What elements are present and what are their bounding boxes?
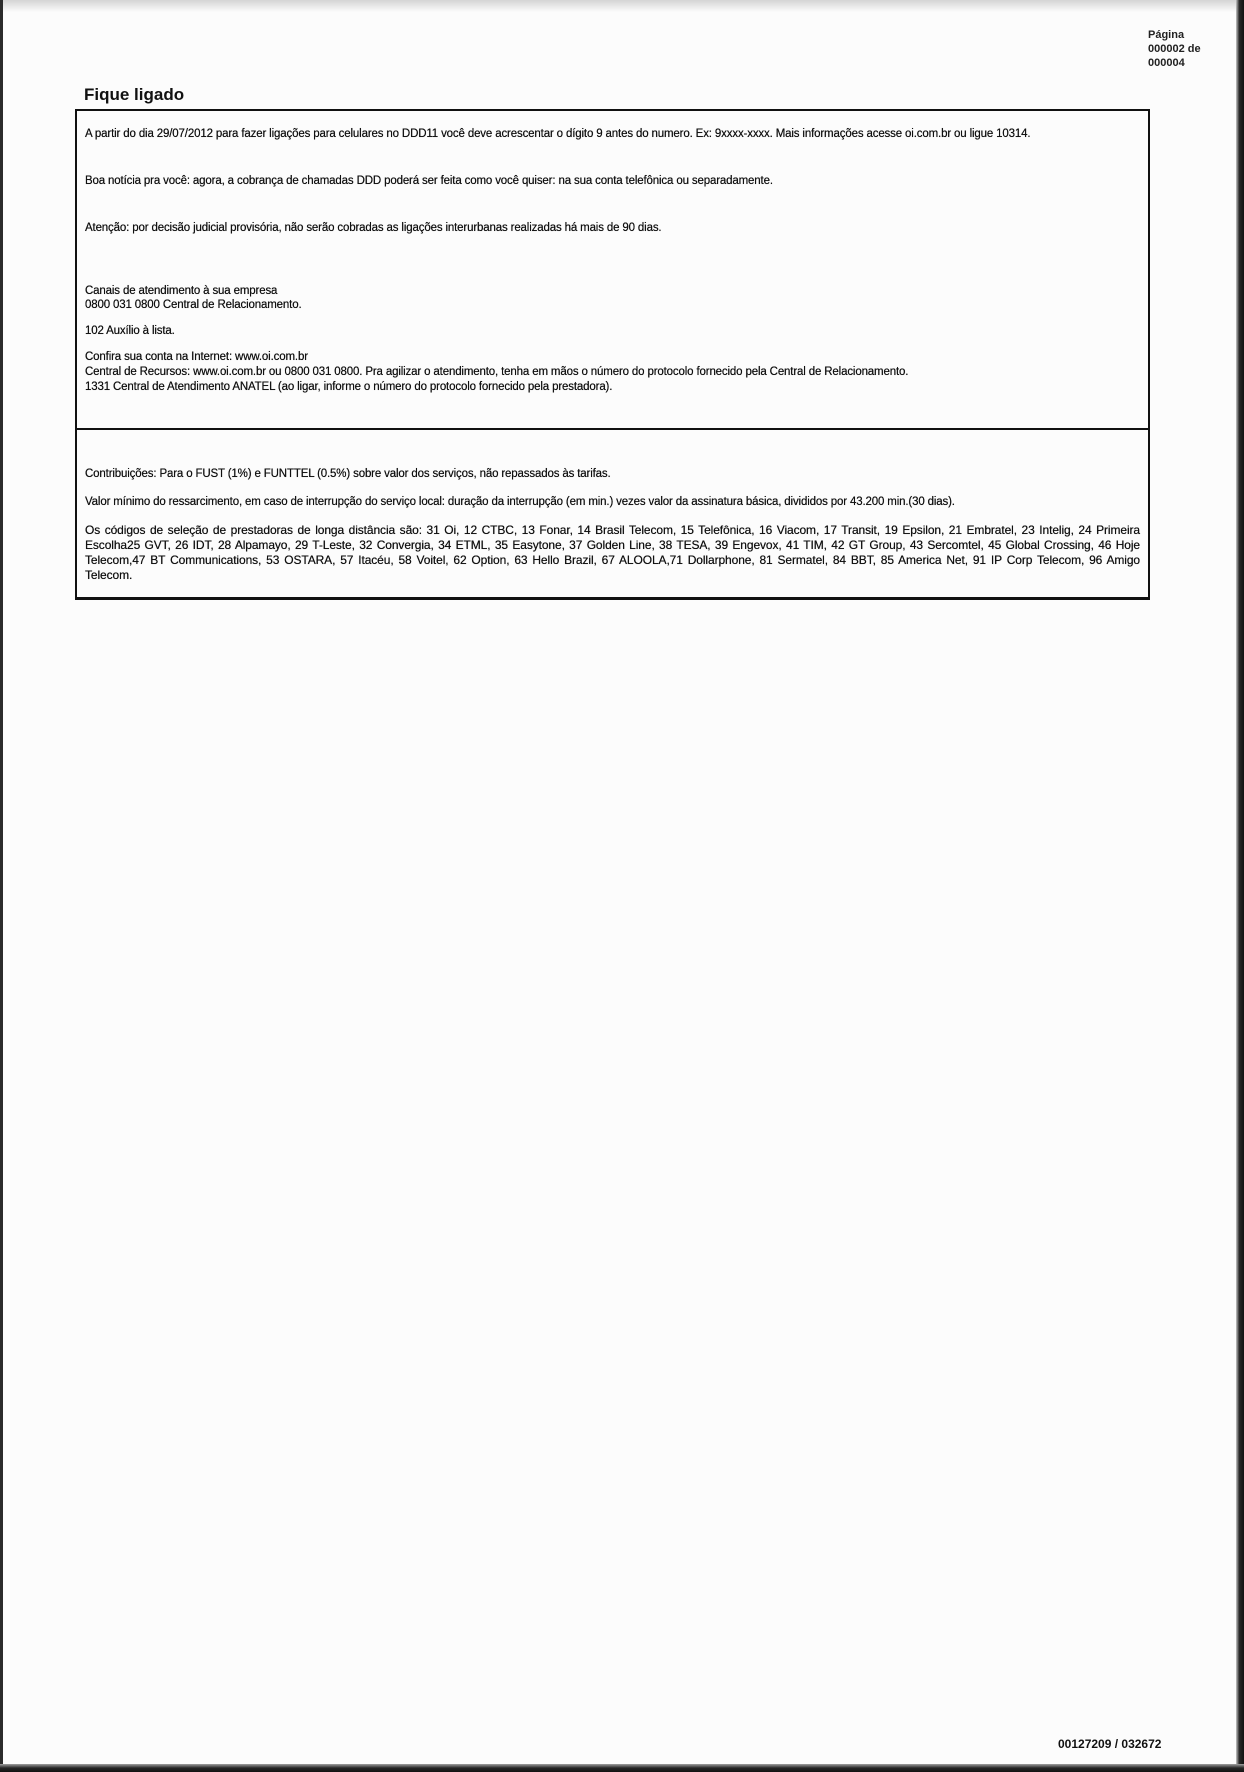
channels-phone: 0800 031 0800 Central de Relacionamento. <box>85 299 302 311</box>
channels-heading: Canais de atendimento à sua empresa <box>85 285 278 297</box>
page-number <box>1148 28 1201 70</box>
directory-assistance: 102 Auxílio à lista. <box>85 325 175 337</box>
ddd-billing-notice: Boa notícia pra você: agora, a cobrança de chamadas DDD poderá ser feita como você quiser: na sua conta telefônica ou separadamente. <box>85 175 773 187</box>
scan-edge-bottom <box>0 1764 1244 1772</box>
appeals-center-info: Central de Recursos: www.oi.com.br ou 0800 031 0800. Pra agilizar o atendimento, tenha em mãos o número do protocolo fornecido pela Central de Relacionamento. <box>85 366 909 378</box>
legal-box <box>75 430 1150 600</box>
notices-box <box>75 109 1150 430</box>
scan-edge-top <box>0 0 1244 12</box>
document-code: 00127209 / 032672 <box>1058 1737 1162 1751</box>
contributions-text: Contribuições: Para o FUST (1%) e FUNTTEL (0.5%) sobre valor dos serviços, não repassados às tarifas. <box>85 468 611 480</box>
refund-text: Valor mínimo do ressarcimento, em caso de interrupção do serviço local: duração da interrupção (em min.) vezes valor da assinatura básica, divididos por 43.200 min.(30 dias). <box>85 496 955 508</box>
anatel-info: 1331 Central de Atendimento ANATEL (ao ligar, informe o número do protocolo fornecido pela prestadora). <box>85 381 613 393</box>
section-title: Fique ligado <box>84 85 185 104</box>
scan-edge-left <box>0 0 3 1772</box>
page-number-current: 000002 de <box>1148 43 1201 55</box>
page-number-total: 000004 <box>1148 57 1185 69</box>
ddd11-notice: A partir do dia 29/07/2012 para fazer ligações para celulares no DDD11 você deve acrescentar o dígito 9 antes do numero. Ex: 9xxxx-xxxx. Mais informações acesse oi.com.br ou ligue 10314. <box>85 128 1031 140</box>
judicial-notice: Atenção: por decisão judicial provisória, não serão cobradas as ligações interurbanas realizadas há mais de 90 dias. <box>85 222 662 234</box>
carrier-codes-text: Os códigos de seleção de prestadoras de longa distância são: 31 Oi, 12 CTBC, 13 Fonar, 14 Brasil Telecom, 15 Telefônica, 16 Viacom, 17 Transit, 19 Epsilon, 21 Embratel, 23 Intelig, 24 Primeira Escolha25 GVT, 26 IDT, 28 Alpamayo, 29 T-Leste, 32 Convergia, 34 ETML, 35 Easytone, 37 Golden Line, 38 TESA, 39 Engevox, 41 TIM, 42 GT Group, 43 Sercomtel, 45 Global Crossing, 46 Hoje Telecom,47 BT Communications, 53 OSTARA, 57 Itacéu, 58 Voitel, 62 Option, 63 Hello Brazil, 67 ALOOLA,71 Dollarphone, 81 Sermatel, 84 BBT, 85 America Net, 91 IP Corp Telecom, 96 Amigo Telecom. <box>85 523 1140 582</box>
page-number-label: Página <box>1148 29 1185 41</box>
scan-edge-right <box>1236 0 1244 1772</box>
internet-bill-info: Confira sua conta na Internet: www.oi.com.br <box>85 351 308 363</box>
